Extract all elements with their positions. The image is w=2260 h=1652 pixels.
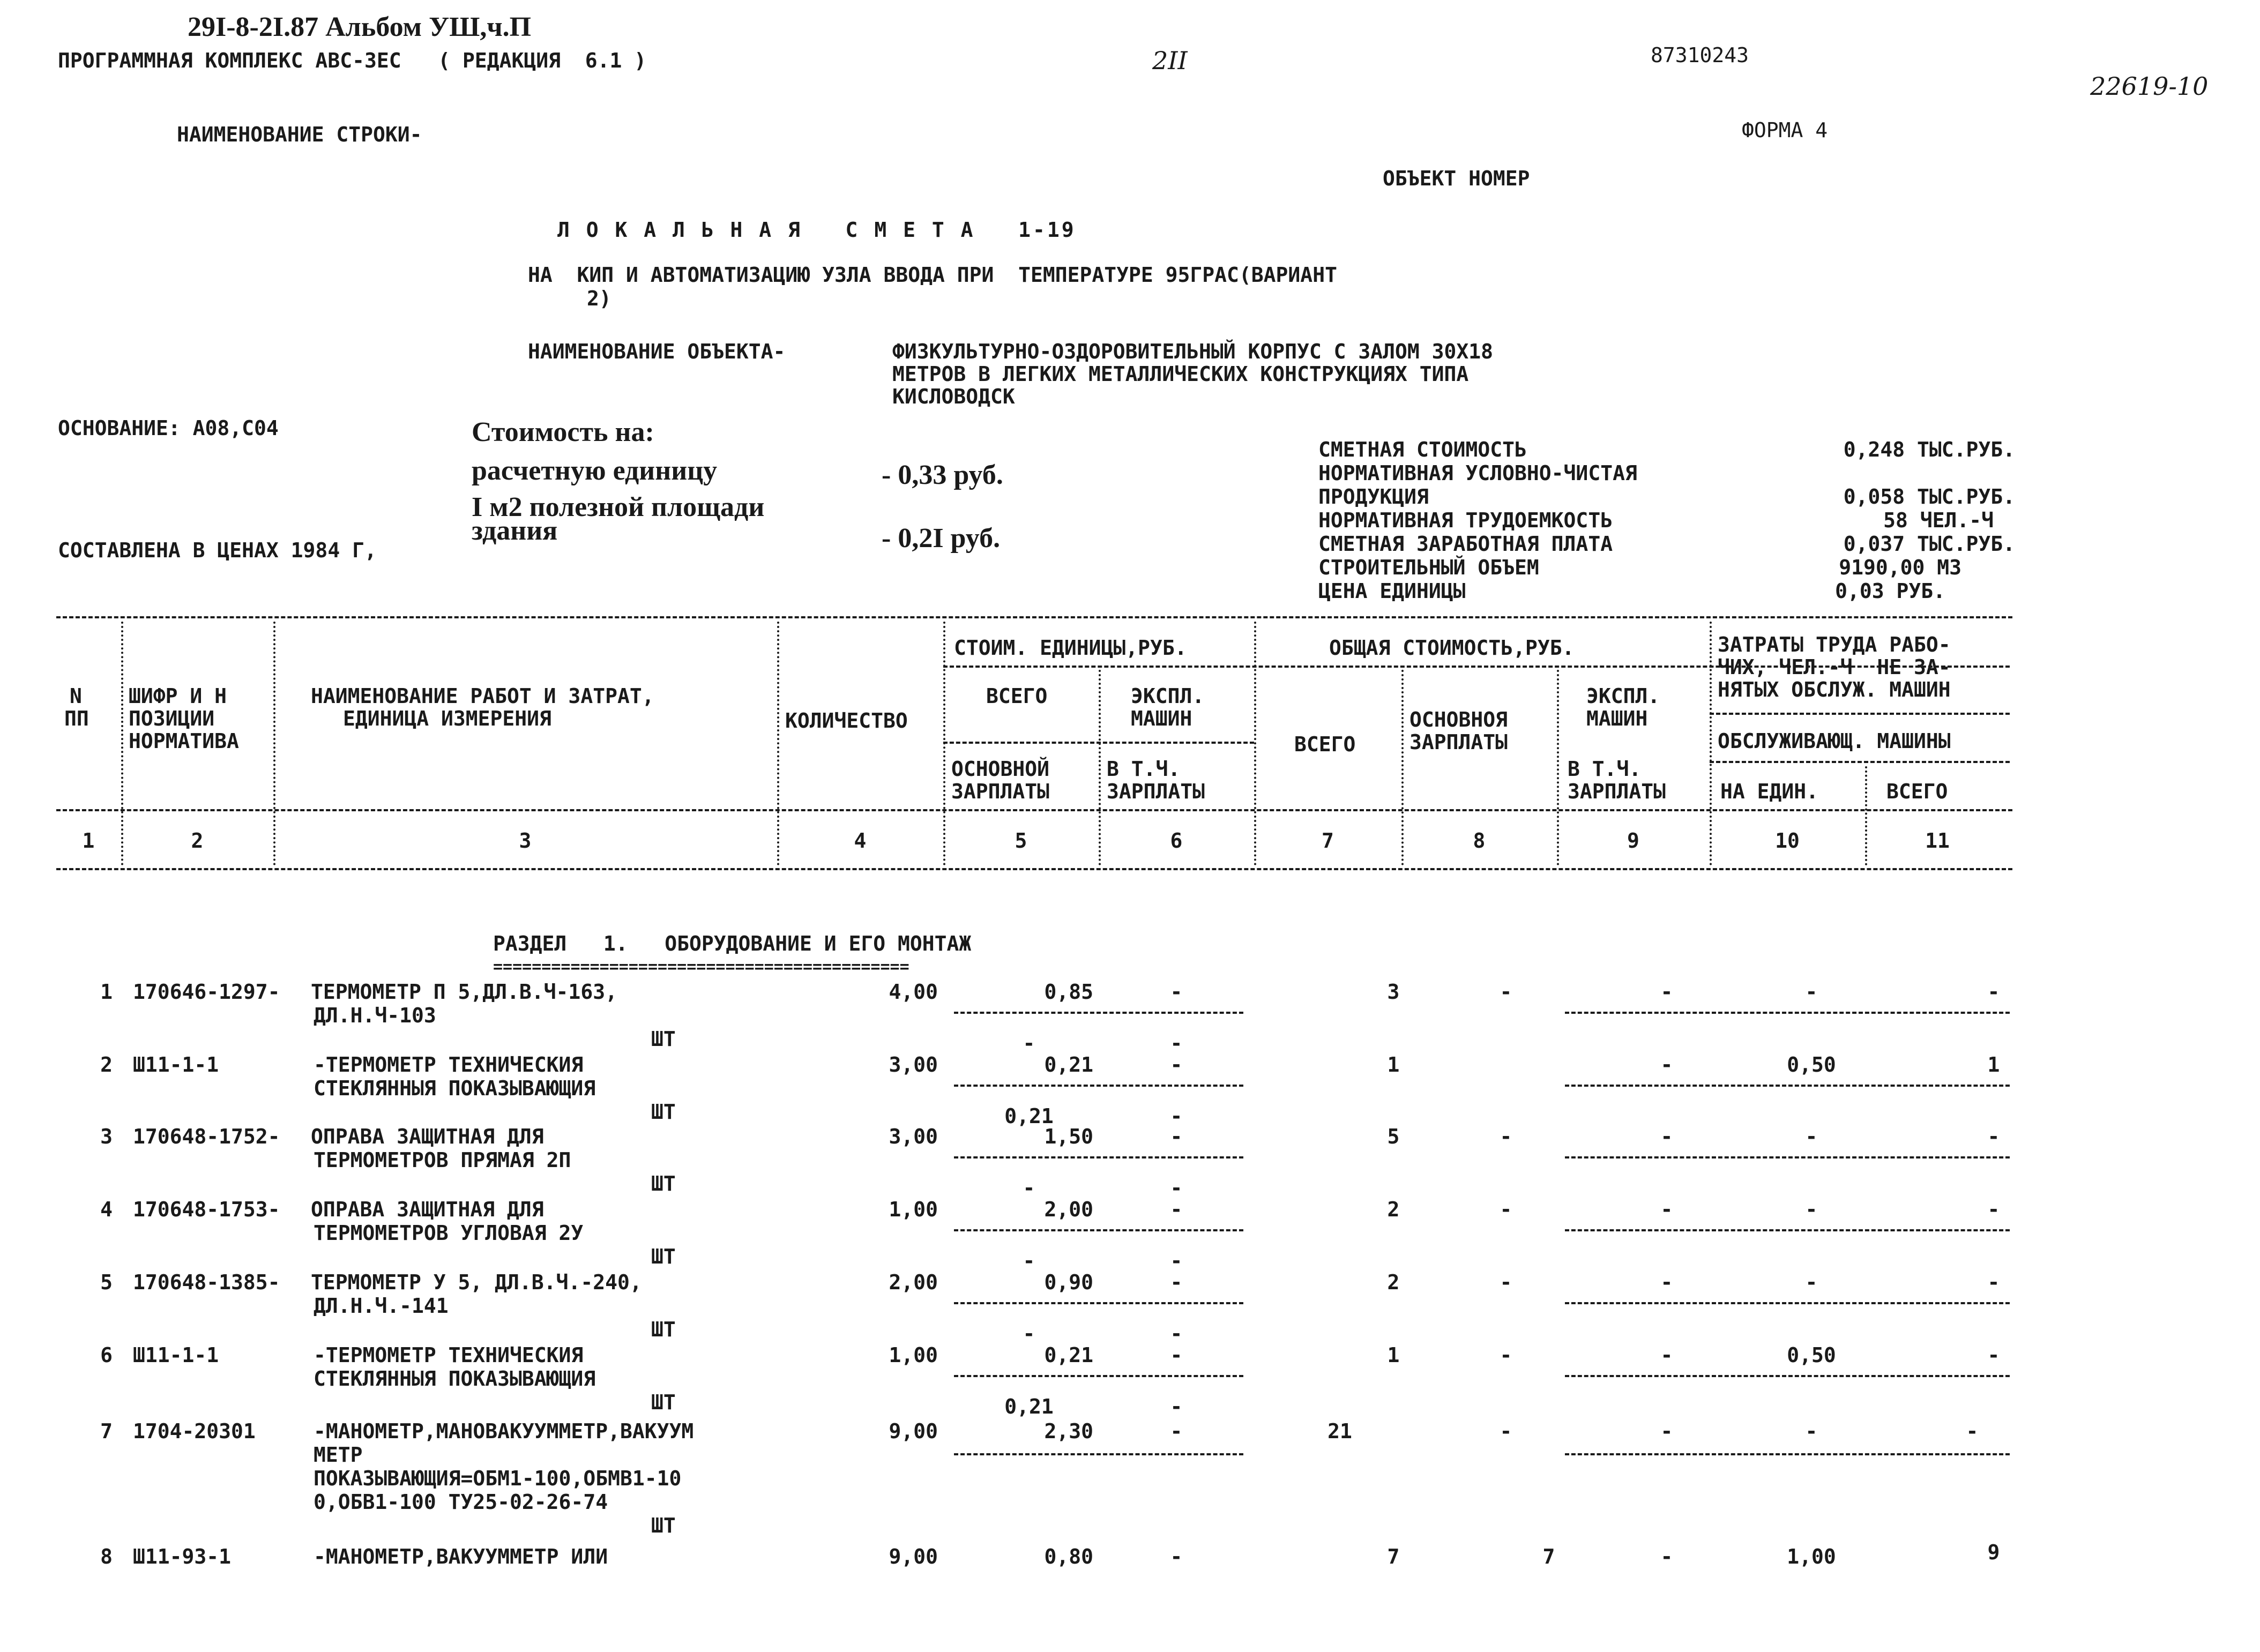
row-labor-unit: - [1805,980,1818,1004]
row-wage: - [1500,1198,1512,1221]
object-name-label: НАИМЕНОВАНИЕ ОБЪЕКТА- [528,340,786,363]
row-labor-unit: 0,50 [1787,1343,1836,1367]
col-header: НА ЕДИН. [1720,780,1819,803]
row-unit: ШТ [651,1391,676,1414]
cost-area-label-2: здания [472,515,558,546]
price-level-label: СОСТАВЛЕНА В ЦЕНАХ 1984 Г, [58,539,377,562]
col-number: 3 [519,829,532,853]
rule [954,1085,1243,1087]
column-divider [943,622,945,865]
col-number: 8 [1473,829,1486,853]
row-machine: - [1660,1125,1673,1148]
row-name: ДЛ.Н.Ч-103 [314,1004,436,1027]
col-number: 2 [191,829,204,853]
col-header: ВСЕГО [1886,780,1948,803]
row-code: 170648-1753- [133,1198,280,1221]
rule [1565,1229,2010,1231]
row-unit-price: 0,21 [1044,1343,1093,1367]
rule [56,868,2012,870]
row-code: 170648-1385- [133,1270,280,1294]
row-number: 6 [100,1343,113,1367]
rule [954,1375,1243,1377]
section-title: РАЗДЕЛ 1. ОБОРУДОВАНИЕ И ЕГО МОНТАЖ [493,932,972,955]
rule [56,809,2012,811]
col-group-header: НЯТЫХ ОБСЛУЖ. МАШИН [1718,678,1951,701]
rule [1565,1302,2010,1304]
rule [1565,1156,2010,1158]
cost-heading: Стоимость на: [472,417,654,447]
form-label: ФОРМА 4 [1742,118,1828,142]
col-group-header: ЗАТРАТЫ ТРУДА РАБО- [1718,633,1951,656]
row-unit: ШТ [651,1027,676,1051]
row-name: ОПРАВА ЗАЩИТНАЯ ДЛЯ [311,1198,544,1221]
row-name: ТЕРМОМЕТР У 5, ДЛ.В.Ч.-240, [311,1270,642,1294]
summary-value: 58 ЧЕЛ.-Ч [1883,509,1994,532]
col-group-header: ОБСЛУЖИВАЮЩ. МАШИНЫ [1718,729,1951,753]
rule [56,616,2012,618]
col-header: НОРМАТИВА [129,729,239,753]
row-unit: ШТ [651,1172,676,1195]
row-unit-wage: - [1023,1176,1035,1200]
row-name: -ТЕРМОМЕТР ТЕХНИЧЕСКИЯ [314,1053,584,1077]
row-machine: - [1660,1419,1673,1443]
row-unit-wage: - [1023,1249,1035,1273]
row-unit-wage: 0,21 [1004,1395,1054,1418]
row-quantity: 2,00 [889,1270,938,1294]
row-total: 1 [1387,1053,1400,1077]
row-machine: - [1660,1270,1673,1294]
col-number: 11 [1925,829,1950,853]
rule [954,1012,1243,1014]
column-divider [273,622,275,865]
rule [954,1229,1243,1231]
row-machine-wage: - [1170,1104,1183,1128]
col-header: ЗАРПЛАТЫ [1107,780,1205,803]
row-name: ОПРАВА ЗАЩИТНАЯ ДЛЯ [311,1125,544,1148]
row-name: ТЕРМОМЕТРОВ ПРЯМАЯ 2П [314,1148,571,1172]
row-unit-price: 1,50 [1044,1125,1093,1148]
row-machine-cost: - [1170,1343,1183,1367]
object-name-line-2: МЕТРОВ В ЛЕГКИХ МЕТАЛЛИЧЕСКИХ КОНСТРУКЦИЯХ ТИПА [892,362,1469,386]
row-machine: - [1660,1545,1673,1568]
object-number-label: ОБЪЕКТ НОМЕР [1383,167,1530,190]
summary-value: 0,03 РУБ. [1835,579,1945,603]
row-code: Ш11-1-1 [133,1053,219,1077]
row-wage: - [1500,980,1512,1004]
row-number: 5 [100,1270,113,1294]
row-code: Ш11-93-1 [133,1545,232,1568]
row-quantity: 9,00 [889,1419,938,1443]
col-header: ЗАРПЛАТЫ [1568,780,1666,803]
cost-unit-label: расчетную единицу [472,455,718,486]
row-labor-total: - [1987,1125,2000,1148]
col-header: В Т.Ч. [1107,757,1181,781]
col-header: ЭКСПЛ. [1131,684,1205,708]
rule [1710,713,2010,715]
col-header: ВСЕГО [1294,732,1356,756]
row-total: 7 [1387,1545,1400,1568]
row-machine: - [1660,1198,1673,1221]
rule [954,1302,1243,1304]
row-machine: - [1660,1053,1673,1077]
row-machine-cost: - [1170,1053,1183,1077]
row-unit-price: 2,00 [1044,1198,1093,1221]
row-wage: - [1500,1270,1512,1294]
col-number: 7 [1322,829,1334,853]
row-number: 1 [100,980,113,1004]
row-machine-cost: - [1170,1125,1183,1148]
subtitle-line-1: НА КИП И АВТОМАТИЗАЦИЮ УЗЛА ВВОДА ПРИ ТЕМПЕРАТУРЕ 95ГРАС(ВАРИАНТ [528,263,1337,287]
row-unit-wage: 0,21 [1004,1104,1054,1128]
row-labor-total: - [1987,980,2000,1004]
cost-unit-value: - 0,33 руб. [882,460,1003,490]
row-machine-wage: - [1170,1395,1183,1418]
row-unit-wage: - [1023,1322,1035,1345]
cost-area-label-1: I м2 полезной площади [472,492,765,522]
row-labor-unit: - [1805,1198,1818,1221]
row-name: ТЕРМОМЕТРОВ УГЛОВАЯ 2У [314,1221,584,1245]
col-header: ПОЗИЦИИ [129,707,215,730]
row-labor-unit: - [1805,1125,1818,1148]
cost-area-value: - 0,2I руб. [882,523,1001,554]
col-header: ЕДИНИЦА ИЗМЕРЕНИЯ [343,707,551,730]
row-unit: ШТ [651,1514,676,1537]
summary-value: 0,058 ТЫС.РУБ. [1843,485,2015,509]
row-labor-total: - [1966,1419,1979,1443]
row-total: 1 [1387,1343,1400,1367]
row-unit-price: 0,85 [1044,980,1093,1004]
rule [954,1453,1243,1455]
program-info: ПРОГРАММНАЯ КОМПЛЕКС АВС-3ЕС ( РЕДАКЦИЯ 6.1 ) [58,49,647,72]
row-unit: ШТ [651,1100,676,1124]
rule [954,1156,1243,1158]
summary-value: 0,037 ТЫС.РУБ. [1843,532,2015,556]
row-quantity: 1,00 [889,1198,938,1221]
row-quantity: 1,00 [889,1343,938,1367]
col-header: МАШИН [1131,707,1192,730]
row-name: ДЛ.Н.Ч.-141 [314,1294,449,1318]
row-machine-wage: - [1170,1322,1183,1345]
summary-label: НОРМАТИВНАЯ УСЛОВНО-ЧИСТАЯ [1318,461,1637,485]
album-reference: 29I-8-2I.87 Альбом УШ,ч.П [188,12,532,42]
row-unit-price: 0,80 [1044,1545,1093,1568]
row-name: -МАНОМЕТР,ВАКУУММЕТР ИЛИ [314,1545,608,1568]
row-code: 170648-1752- [133,1125,280,1148]
rule [1565,1012,2010,1014]
row-name: 0,ОБВ1-100 ТУ25-02-26-74 [314,1490,608,1514]
col-number: 9 [1627,829,1639,853]
row-machine: - [1660,1343,1673,1367]
col-header: ЗАРПЛАТЫ [951,780,1050,803]
row-code: 170646-1297- [133,980,280,1004]
row-wage: 7 [1542,1545,1555,1568]
subtitle-line-2: 2) [587,287,611,310]
rule [1565,1453,2010,1455]
summary-value: 0,248 ТЫС.РУБ. [1843,438,2015,461]
row-name: СТЕКЛЯННЫЯ ПОКАЗЫВАЮЩИЯ [314,1077,596,1100]
row-wage: - [1500,1125,1512,1148]
column-divider [1710,622,1712,865]
row-labor-unit: - [1805,1270,1818,1294]
col-header: ВСЕГО [986,684,1048,708]
row-name: ПОКАЗЫВАЮЩИЯ=ОБМ1-100,ОБМВ1-10 [314,1467,682,1490]
row-unit: ШТ [651,1245,676,1268]
row-quantity: 9,00 [889,1545,938,1568]
summary-label: СМЕТНАЯ ЗАРАБОТНАЯ ПЛАТА [1318,532,1613,556]
basis-label: ОСНОВАНИЕ: А08,С04 [58,416,279,440]
col-header: ПП [64,707,89,730]
row-machine-cost: - [1170,1419,1183,1443]
row-name: -ТЕРМОМЕТР ТЕХНИЧЕСКИЯ [314,1343,584,1367]
row-total: 2 [1387,1198,1400,1221]
row-unit: ШТ [651,1318,676,1341]
row-labor-total: 1 [1987,1053,2000,1077]
row-code: 1704-20301 [133,1419,256,1443]
col-group-header: СТОИМ. ЕДИНИЦЫ,РУБ. [954,636,1187,660]
row-labor-total: - [1987,1270,2000,1294]
col-number: 6 [1170,829,1183,853]
row-number: 3 [100,1125,113,1148]
row-machine-wage: - [1170,1031,1183,1055]
summary-label: СМЕТНАЯ СТОИМОСТЬ [1318,438,1527,461]
col-number: 10 [1775,829,1800,853]
summary-label: ЦЕНА ЕДИНИЦЫ [1318,579,1466,603]
col-header: ЭКСПЛ. [1586,684,1660,708]
object-name-line-1: ФИЗКУЛЬТУРНО-ОЗДОРОВИТЕЛЬНЫЙ КОРПУС С ЗАЛОМ 30Х18 [892,340,1494,363]
row-unit-wage: - [1023,1031,1035,1055]
row-code: Ш11-1-1 [133,1343,219,1367]
row-number: 7 [100,1419,113,1443]
document-code: 87310243 [1651,43,1749,67]
row-name: СТЕКЛЯННЫЯ ПОКАЗЫВАЮЩИЯ [314,1367,596,1391]
col-header: ОСНОВНОЯ [1409,708,1508,731]
row-labor-unit: 0,50 [1787,1053,1836,1077]
summary-label: НОРМАТИВНАЯ ТРУДОЕМКОСТЬ [1318,509,1613,532]
col-header: МАШИН [1586,707,1648,730]
rule [1710,761,2010,763]
row-machine-cost: - [1170,1270,1183,1294]
row-name: ТЕРМОМЕТР П 5,ДЛ.В.Ч-163, [311,980,617,1004]
col-number: 1 [82,829,95,853]
row-number: 8 [100,1545,113,1568]
col-header: В Т.Ч. [1568,757,1642,781]
row-labor-total: - [1987,1198,2000,1221]
row-machine-cost: - [1170,980,1183,1004]
row-quantity: 3,00 [889,1053,938,1077]
column-divider [1254,622,1256,865]
col-number: 5 [1015,829,1027,853]
col-header: ШИФР И Н [129,684,227,708]
row-unit-price: 0,21 [1044,1053,1093,1077]
summary-value: 9190,00 М3 [1839,556,1961,579]
handwritten-number: 22619-10 [2090,72,2209,101]
col-header: ОСНОВНОЙ [951,757,1050,781]
col-group-header: ОБЩАЯ СТОИМОСТЬ,РУБ. [1329,636,1575,660]
col-number: 4 [854,829,867,853]
object-name-line-3: КИСЛОВОДСК [892,385,1015,408]
row-labor-unit: 1,00 [1787,1545,1836,1568]
row-machine-wage: - [1170,1249,1183,1273]
row-machine-cost: - [1170,1198,1183,1221]
row-quantity: 3,00 [889,1125,938,1148]
summary-label: СТРОИТЕЛЬНЫЙ ОБЪЕМ [1318,556,1539,579]
rule [1565,1375,2010,1377]
section-underline: =========================================== [493,958,909,976]
row-name: -МАНОМЕТР,МАНОВАКУУММЕТР,ВАКУУМ [314,1419,694,1443]
col-header: НАИМЕНОВАНИЕ РАБОТ И ЗАТРАТ, [311,684,654,708]
row-wage: - [1500,1419,1512,1443]
row-unit-price: 0,90 [1044,1270,1093,1294]
row-number: 2 [100,1053,113,1077]
col-header: N [70,684,82,708]
row-labor-total: - [1987,1343,2000,1367]
summary-label: ПРОДУКЦИЯ [1318,485,1429,509]
row-name-label: НАИМЕНОВАНИЕ СТРОКИ- [177,123,422,146]
page-number: 2ІІ [1152,46,1188,75]
row-labor-total: 9 [1987,1541,2000,1564]
document-title: Л О К А Л Ь Н А Я С М Е Т А 1-19 [557,218,1076,242]
row-total: 5 [1387,1125,1400,1148]
row-machine-wage: - [1170,1176,1183,1200]
col-group-header: ЧИХ, ЧЕЛ.-Ч НЕ ЗА- [1718,655,1951,679]
row-unit-price: 2,30 [1044,1419,1093,1443]
row-number: 4 [100,1198,113,1221]
row-wage: - [1500,1343,1512,1367]
row-total: 3 [1387,980,1400,1004]
row-labor-unit: - [1805,1419,1818,1443]
col-header: ЗАРПЛАТЫ [1409,730,1508,754]
col-header: КОЛИЧЕСТВО [785,709,908,732]
row-total: 21 [1327,1419,1352,1443]
row-machine: - [1660,980,1673,1004]
row-total: 2 [1387,1270,1400,1294]
row-name: МЕТР [314,1443,363,1467]
rule [1565,1085,2010,1087]
column-divider [121,622,123,865]
row-quantity: 4,00 [889,980,938,1004]
column-divider [777,622,779,865]
row-machine-cost: - [1170,1545,1183,1568]
